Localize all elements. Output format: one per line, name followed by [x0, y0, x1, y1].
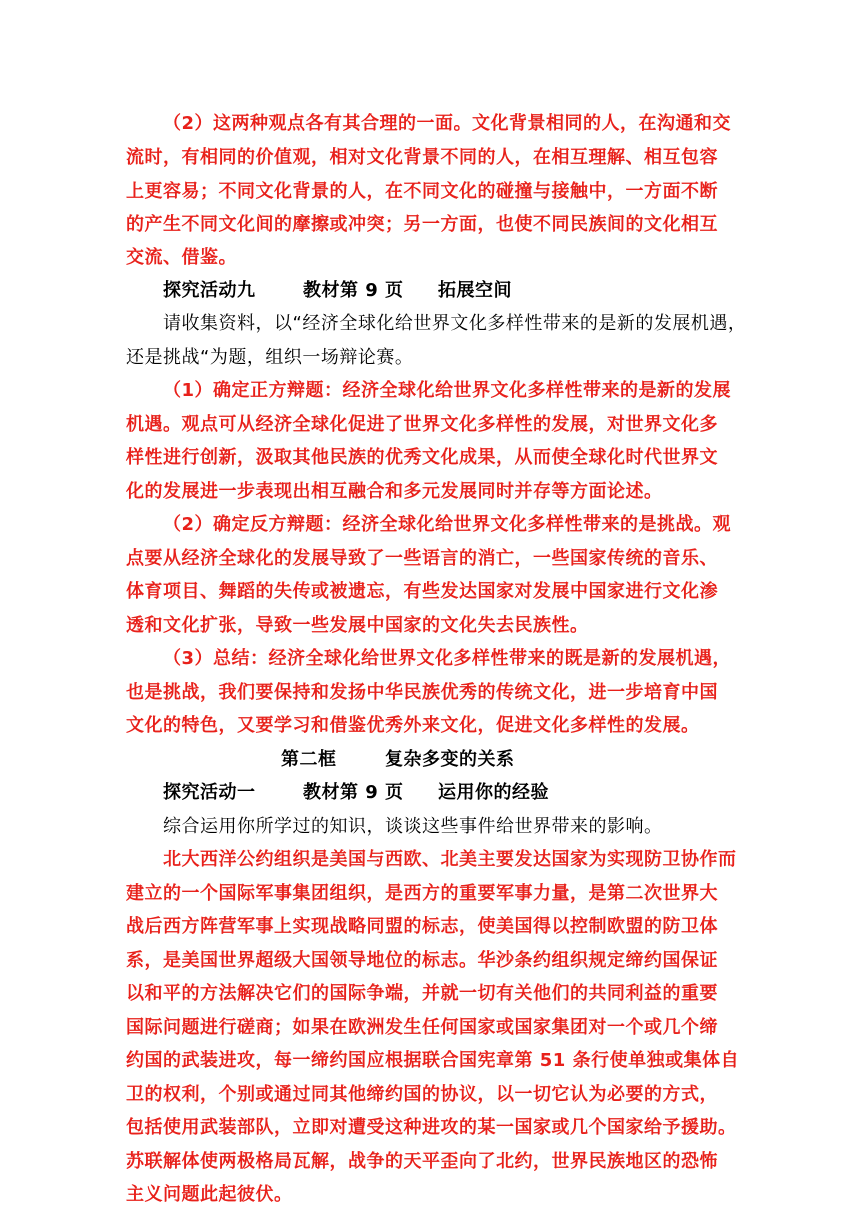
answer-line: 化的发展进一步表现出相互融合和多元发展同时并存等方面论述。: [126, 481, 663, 502]
section-label: 运用你的经验: [438, 782, 549, 803]
answer-line: 约国的武装进攻，每一缔约国应根据联合国宪章第 51 条行使单独或集体自: [126, 1050, 740, 1071]
activity-title: 探究活动九: [163, 280, 256, 301]
answer-line: 透和文化扩张，导致一些发展中国家的文化失去民族性。: [126, 615, 589, 636]
answer-line: （2）这两种观点各有其合理的一面。文化背景相同的人，在沟通和交: [163, 113, 732, 134]
answer-line: 战后西方阵营军事上实现战略同盟的标志，使美国得以控制欧盟的防卫体: [126, 916, 718, 937]
frame-heading: [281, 748, 515, 772]
question-line: 请收集资料，以“经济全球化给世界文化多样性带来的是新的发展机遇，: [163, 313, 747, 334]
answer-line: （2）确定反方辩题：经济全球化给世界文化多样性带来的是挑战。观: [163, 514, 732, 535]
textbook-page: 教材第 9 页: [303, 782, 404, 803]
answer-line: 北大西洋公约组织是美国与西欧、北美主要发达国家为实现防卫协作而: [163, 849, 737, 870]
answer-line: 点要从经济全球化的发展导致了一些语言的消亡，一些国家传统的音乐、: [126, 548, 718, 569]
answer-line: 建立的一个国际军事集团组织，是西方的重要军事力量，是第二次世界大: [126, 883, 718, 904]
answer-line: 文化的特色，又要学习和借鉴优秀外来文化，促进文化多样性的发展。: [126, 715, 700, 736]
textbook-page: 教材第 9 页: [303, 280, 404, 301]
answer-line: 机遇。观点可从经济全球化促进了世界文化多样性的发展，对世界文化多: [126, 414, 718, 435]
answer-line: （1）确定正方辩题：经济全球化给世界文化多样性带来的是新的发展: [163, 380, 732, 401]
question-line: 还是挑战“为题，组织一场辩论赛。: [126, 347, 414, 368]
activity-title: 探究活动一: [163, 782, 256, 803]
answer-line: 以和平的方法解决它们的国际争端，并就一切有关他们的共同利益的重要: [126, 983, 718, 1004]
section-label: 拓展空间: [438, 280, 512, 301]
answer-line: 的产生不同文化间的摩擦或冲突；另一方面，也使不同民族间的文化相互: [126, 214, 718, 235]
answer-line: 样性进行创新，汲取其他民族的优秀文化成果，从而使全球化时代世界文: [126, 447, 718, 468]
answer-line: 包括使用武装部队，立即对遭受这种进攻的某一国家或几个国家给予援助。: [126, 1117, 737, 1138]
frame-subtitle: 复杂多变的关系: [385, 749, 515, 770]
answer-line: （3）总结：经济全球化给世界文化多样性带来的既是新的发展机遇，: [163, 648, 732, 669]
answer-line: 体育项目、舞蹈的失传或被遗忘，有些发达国家对发展中国家进行文化渗: [126, 581, 718, 602]
answer-line: 交流、借鉴。: [126, 247, 237, 268]
answer-line: 国际问题进行磋商；如果在欧洲发生任何国家或国家集团对一个或几个缔: [126, 1017, 718, 1038]
answer-line: 主义问题此起彼伏。: [126, 1184, 293, 1205]
answer-line: 也是挑战，我们要保持和发扬中华民族优秀的传统文化，进一步培育中国: [126, 682, 718, 703]
activity-heading: [163, 781, 549, 805]
answer-line: 流时，有相同的价值观，相对文化背景不同的人，在相互理解、相互包容: [126, 147, 718, 168]
answer-line: 系，是美国世界超级大国领导地位的标志。华沙条约组织规定缔约国保证: [126, 950, 718, 971]
answer-line: 卫的权利，个别或通过同其他缔约国的协议，以一切它认为必要的方式，: [126, 1084, 718, 1105]
activity-heading: [163, 279, 512, 303]
answer-line: 上更容易；不同文化背景的人，在不同文化的碰撞与接触中，一方面不断: [126, 181, 718, 202]
question-line: 综合运用你所学过的知识，谈谈这些事件给世界带来的影响。: [163, 816, 663, 837]
frame-title: 第二框: [281, 749, 337, 770]
answer-line: 苏联解体使两极格局瓦解，战争的天平歪向了北约，世界民族地区的恐怖: [126, 1151, 718, 1172]
